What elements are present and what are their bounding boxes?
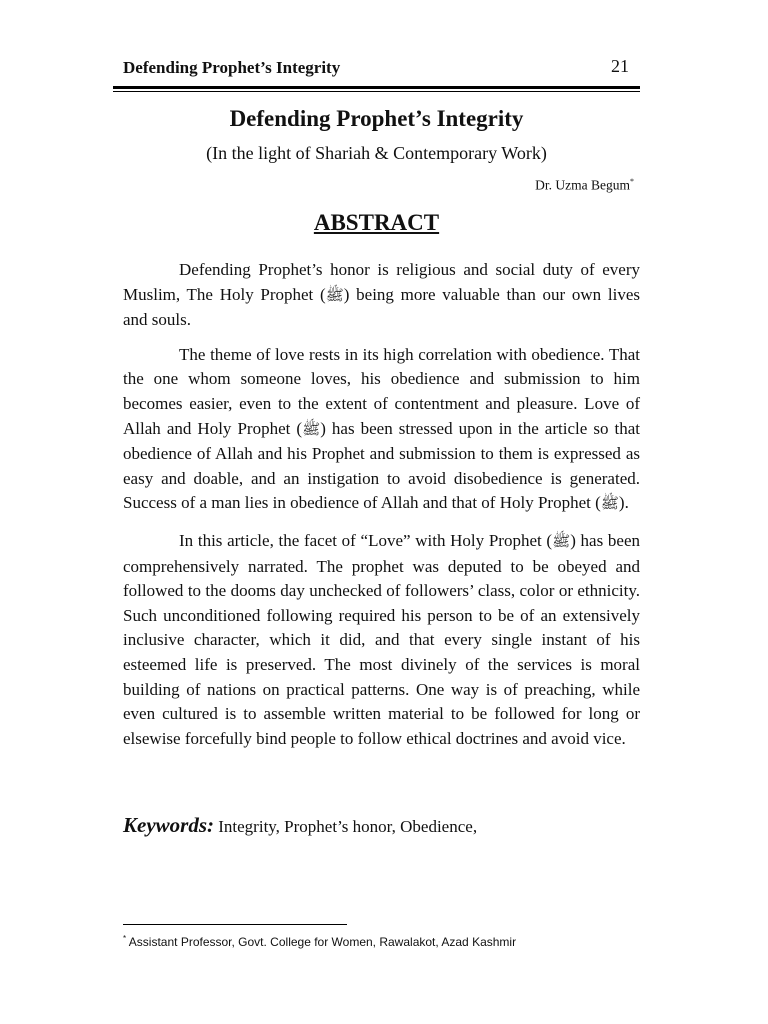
running-header — [123, 56, 629, 80]
running-title: Defending Prophet’s Integrity — [123, 58, 341, 77]
abstract-paragraph-3 — [123, 529, 640, 751]
paragraph-3-text-b: ) has been comprehensively narrated. The prophet was deputed to be obeyed and followed to the dooms day unchecked of followers’ class, color or ethnicity. Such unconditioned following required his person to be of an extensively inclusive character, which it did, and that every single instant of his esteemed life is preserved. The most divinely of the services is moral building of nations on practical patterns. One way is of preaching, while even cultured is to assemble written material to be followed for long or elsewise forcefully bind people to follow ethical doctrines and avoid vice. — [123, 530, 640, 748]
paragraph-2-text-b: ) has been stressed upon in the article so that obedience of Allah and his Prophet and submission to them is expressed as easy and doable, and an instigation to avoid disobedience is generated. Success of a man lies in obedience of Allah and that of Holy Prophet ( — [123, 418, 640, 513]
author-name-text: Dr. Uzma Begum — [535, 177, 630, 193]
footnote-rule — [123, 924, 347, 925]
header-rule-thick — [113, 86, 640, 89]
header-rule-thin — [113, 91, 640, 92]
abstract-body — [123, 258, 640, 751]
abstract-heading: ABSTRACT — [313, 210, 440, 235]
author-footnote-mark: * — [630, 177, 634, 186]
footnote-mark: * — [123, 934, 127, 943]
pbuh-symbol: ﷺ — [552, 533, 571, 550]
paragraph-1-text-b: ) being more valuable than our own lives and souls. — [123, 284, 640, 330]
abstract-paragraph-1 — [123, 258, 640, 333]
keywords-line — [123, 813, 477, 838]
footnote-text: Assistant Professor, Govt. College for Women, Rawalakot, Azad Kashmir — [128, 935, 517, 949]
author-name — [535, 177, 634, 194]
pbuh-symbol: ﷺ — [302, 421, 321, 438]
footnote — [123, 934, 516, 949]
paragraph-1-text-a: Defending Prophet’s honor is religious and social duty of every Muslim, The Holy Prophet ( — [123, 260, 640, 304]
abstract-paragraph-2 — [123, 343, 640, 517]
paragraph-2-text-c: ). — [618, 493, 629, 513]
article-subtitle: (In the light of Shariah & Contemporary Work) — [206, 143, 547, 163]
paragraph-2-text-a: The theme of love rests in its high correlation with obedience. That the one whom someone loves, his obedience and submission to him becomes easier, even to the extent of contentment and pleasure. Love of Allah and Holy Prophet ( — [123, 344, 640, 438]
article-title: Defending Prophet’s Integrity — [229, 106, 524, 131]
pbuh-symbol: ﷺ — [325, 287, 344, 304]
page-number: 21 — [611, 56, 629, 76]
keywords-list: Integrity, Prophet’s honor, Obedience, — [218, 817, 478, 836]
pbuh-symbol: ﷺ — [600, 496, 619, 513]
paragraph-3-text-a: In this article, the facet of “Love” with Holy Prophet ( — [179, 530, 553, 550]
keywords-label: Keywords: — [123, 813, 214, 837]
